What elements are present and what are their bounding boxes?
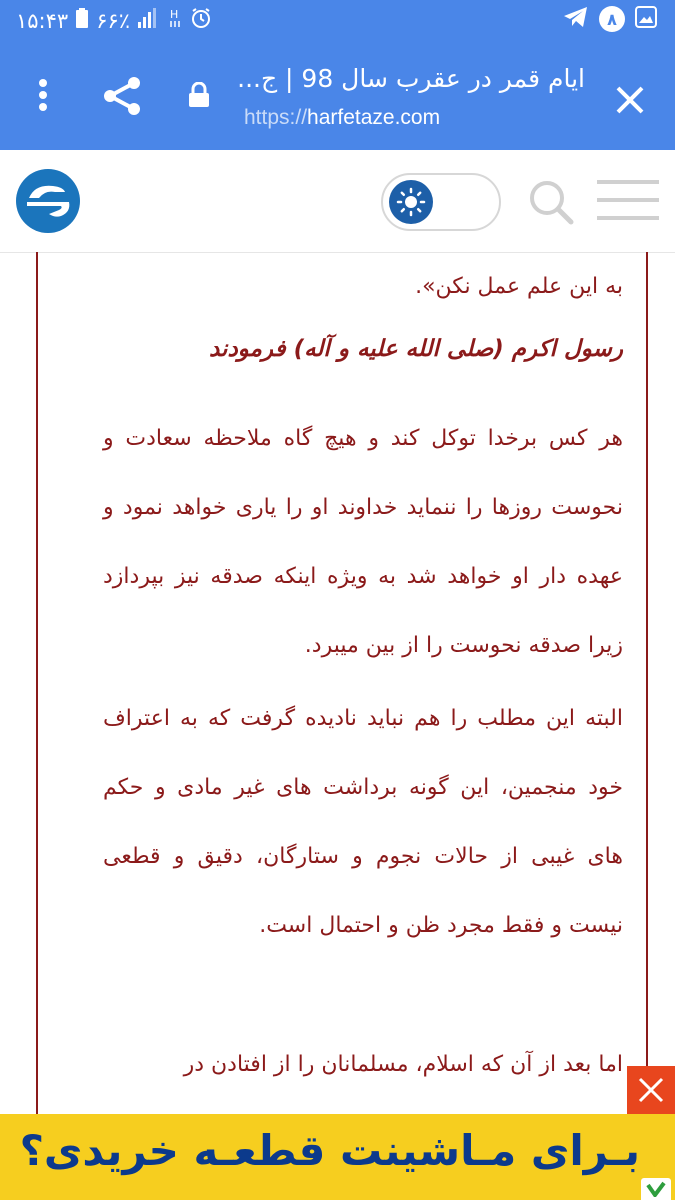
close-tab-icon[interactable]	[608, 78, 652, 122]
article-paragraph-2: البته این مطلب را هم نباید نادیده گرفت که به اعتراف خود منجمین، این گونه برداشت های غیر مادی و حکم های غیبی از حالات نجوم و ستارگان، دقیق و قطعی نیست و فقط مجرد ظن و احتمال است.	[103, 706, 623, 938]
page-title[interactable]: ایام قمر در عقرب سال 98 | ج...	[237, 64, 585, 93]
article-frame	[36, 252, 648, 1114]
search-icon[interactable]	[526, 177, 576, 227]
lock-icon	[186, 80, 212, 110]
clock: ۱۵:۴۳	[16, 8, 69, 33]
signal-icon	[138, 8, 160, 33]
site-logo-icon[interactable]	[14, 167, 82, 235]
browser-toolbar	[0, 44, 675, 150]
dark-mode-toggle[interactable]	[381, 173, 501, 231]
ad-logo-icon	[641, 1178, 671, 1200]
site-header	[0, 150, 675, 253]
article-paragraph-1: هر کس برخدا توکل کند و هیچ گاه ملاحظه سعادت و نحوست روزها را ننماید خداوند او را یاری خواهد نمود و عهده دار او خواهد شد به ویژه اینکه صدقه نیز بپردازد زیرا صدقه نحوست را از بین میبرد.	[103, 426, 623, 658]
ad-banner[interactable]	[0, 1114, 675, 1200]
status-right	[563, 6, 657, 32]
menu-dots-icon[interactable]	[26, 70, 60, 120]
ad-text: بـرای مـاشینت قطعـه خریدی؟	[19, 1126, 640, 1175]
ad-close-button[interactable]	[627, 1066, 675, 1114]
url-scheme: https://	[244, 106, 308, 129]
network-h-icon	[168, 7, 182, 34]
telegram-icon	[563, 6, 589, 32]
svg-text:H: H	[170, 8, 179, 21]
share-icon[interactable]	[100, 74, 144, 118]
status-left	[16, 7, 212, 34]
battery-level: ۶۶٪	[96, 8, 131, 33]
article-line: به این علم عمل نکن».	[415, 274, 623, 299]
article-paragraph-3: اما بعد از آن که اسلام، مسلمانان را از افتادن در	[183, 1052, 623, 1077]
gallery-icon	[635, 6, 657, 32]
url-host: harfetaze.com	[307, 106, 441, 129]
hamburger-menu-icon[interactable]	[596, 177, 660, 223]
sun-icon	[389, 180, 433, 224]
battery-icon	[76, 8, 88, 33]
alarm-icon	[190, 7, 212, 34]
status-bar	[0, 0, 675, 44]
url-text[interactable]	[244, 106, 440, 130]
notification-badge: ۸	[599, 6, 625, 32]
article-heading: رسول اکرم (صلی الله علیه و آله) فرمودند	[208, 336, 623, 362]
